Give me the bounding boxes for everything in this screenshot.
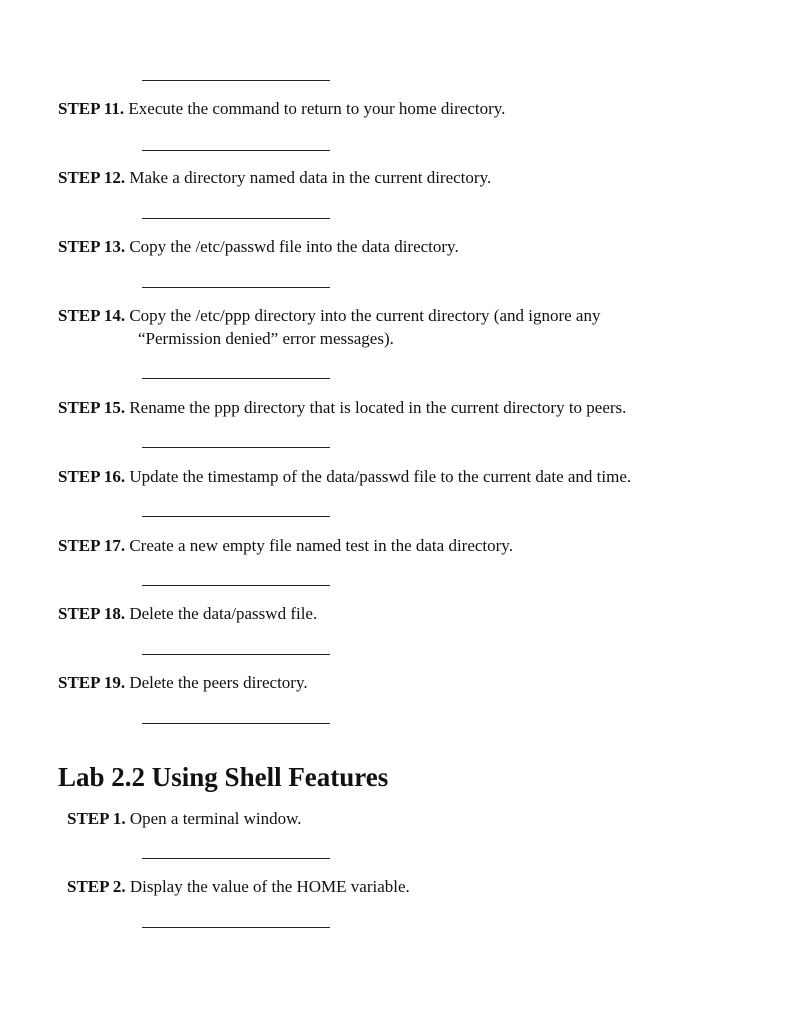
step-text: Display the value of the HOME variable. — [129, 877, 410, 896]
step-11 — [58, 97, 505, 120]
answer-line — [142, 447, 330, 448]
step-text: Rename the ppp directory that is located in the current directory to peers. — [129, 398, 627, 417]
answer-line — [142, 585, 330, 586]
step-14-continuation: “Permission denied” error messages). — [138, 329, 394, 348]
step-15 — [58, 396, 626, 419]
answer-line — [142, 218, 330, 219]
answer-line — [142, 516, 330, 517]
step-label: STEP 17. — [58, 536, 126, 555]
step-label: STEP 14. — [58, 306, 126, 325]
step-16 — [58, 465, 631, 488]
answer-line — [142, 378, 330, 379]
answer-line — [142, 80, 330, 81]
step-label: STEP 16. — [58, 467, 126, 486]
section-heading: Lab 2.2 Using Shell Features — [58, 762, 389, 792]
step-18 — [58, 602, 317, 625]
step-12 — [58, 166, 491, 189]
step-text: Copy the /etc/passwd file into the data directory. — [129, 237, 459, 256]
step-text: Create a new empty file named test in the data directory. — [129, 536, 513, 555]
step-text: Make a directory named data in the current directory. — [129, 168, 492, 187]
step-label: STEP 1. — [67, 809, 126, 828]
answer-line — [142, 927, 330, 928]
step-label: STEP 15. — [58, 398, 126, 417]
step-label: STEP 19. — [58, 673, 126, 692]
step-13 — [58, 235, 459, 258]
step-label: STEP 18. — [58, 604, 126, 623]
step-text: Execute the command to return to your home directory. — [128, 99, 506, 118]
step-label: STEP 11. — [58, 99, 125, 118]
step-17 — [58, 534, 513, 557]
answer-line — [142, 150, 330, 151]
step-text: Copy the /etc/ppp directory into the current directory (and ignore any — [129, 306, 601, 325]
answer-line — [142, 287, 330, 288]
answer-line — [142, 858, 330, 859]
step-14 — [58, 304, 600, 327]
step-text: Delete the data/passwd file. — [129, 604, 318, 623]
lab22-step-2 — [67, 875, 410, 898]
step-text: Update the timestamp of the data/passwd file to the current date and time. — [129, 467, 632, 486]
step-label: STEP 12. — [58, 168, 126, 187]
answer-line — [142, 723, 330, 724]
step-text: Delete the peers directory. — [129, 673, 308, 692]
lab22-step-1 — [67, 807, 302, 830]
step-text: Open a terminal window. — [129, 809, 302, 828]
step-19 — [58, 671, 308, 694]
answer-line — [142, 654, 330, 655]
step-label: STEP 2. — [67, 877, 126, 896]
step-label: STEP 13. — [58, 237, 126, 256]
